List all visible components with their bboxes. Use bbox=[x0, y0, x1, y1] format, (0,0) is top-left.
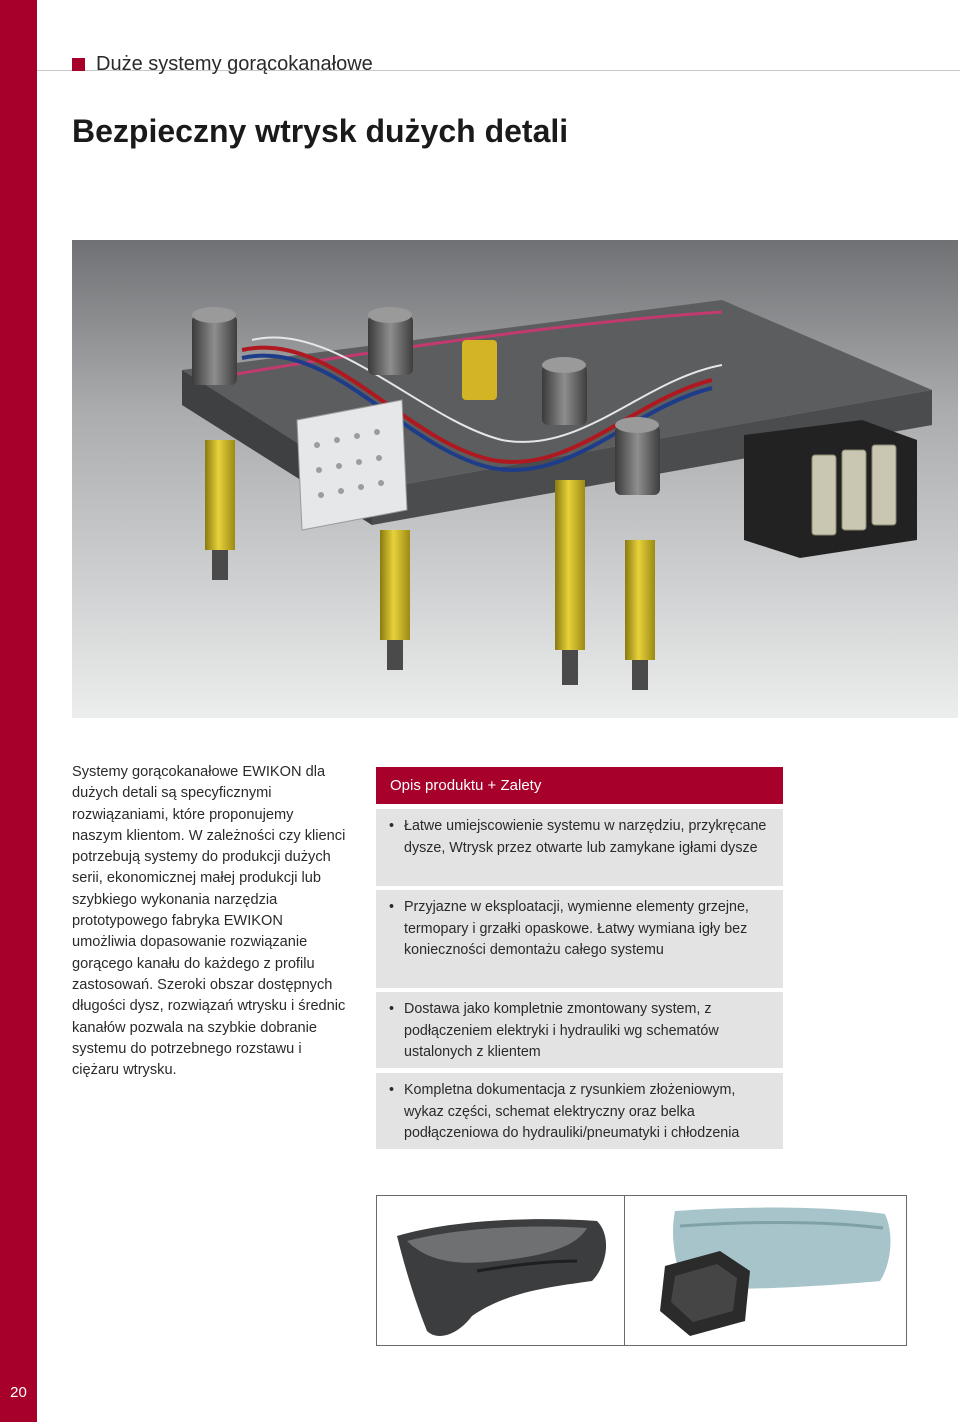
benefit-item-3 bbox=[376, 992, 783, 1068]
benefit-text: Łatwe umiejscowienie systemu w narzędziu, przykręcane dysze, Wtrysk przez otwarte lub zamykane igłami dysze bbox=[404, 818, 767, 856]
left-accent-bar bbox=[0, 0, 37, 1422]
benefit-item-2 bbox=[376, 890, 783, 988]
benefit-item-4 bbox=[376, 1073, 783, 1149]
benefit-item-1 bbox=[376, 809, 783, 886]
bullet-icon: • bbox=[389, 1082, 395, 1098]
bumper-part-photo bbox=[625, 1196, 906, 1345]
bullet-icon: • bbox=[389, 818, 395, 834]
bullet-icon: • bbox=[389, 899, 395, 915]
bullet-icon: • bbox=[389, 1001, 395, 1017]
page-title: Bezpieczny wtrysk dużych detali bbox=[72, 113, 569, 149]
red-square-icon bbox=[72, 58, 85, 71]
hot-runner-system-illustration bbox=[72, 240, 958, 718]
intro-paragraph: Systemy gorącokanałowe EWIKON dla dużych detali są specyficznymi rozwiązaniami, które proponujemy naszym klientom. W zależności czy klienci potrzebują systemy do produkcji dużych serii, ekonomicznej małej produkcji lub szybkiego wykonania narzędzia prototypowego fabryka EWIKON umożliwia dopasowanie rozwiązanie gorącego kanału do każdego z profilu zastosowań. Szeroki obszar dostępnych długości dysz, rozwiązań wtrysku i średnic kanałów pozwala na szybkie dobranie systemu do potrzebnego rozstawu i ciężaru wtrysku. bbox=[72, 764, 346, 1079]
page-number: 20 bbox=[10, 1384, 27, 1401]
benefits-header: Opis produktu + Zalety bbox=[376, 767, 783, 804]
benefit-text: Kompletna dokumentacja z rysunkiem złożeniowym, wykaz części, schemat elektryczny oraz belka podłączeniowa do hydrauliki/pneumatyki i chłodzenia bbox=[404, 1082, 740, 1141]
dashboard-part-photo bbox=[377, 1196, 624, 1345]
benefit-text: Dostawa jako kompletnie zmontowany system, z podłączeniem elektryki i hydrauliki wg schematów ustalonych z klientem bbox=[404, 1001, 719, 1060]
section-title: Duże systemy gorącokanałowe bbox=[96, 53, 373, 75]
product-photos bbox=[376, 1195, 907, 1346]
benefit-text: Przyjazne w eksploatacji, wymienne elementy grzejne, termopary i grzałki opaskowe. Łatwy wymiana igły bez konieczności demontażu całego systemu bbox=[404, 899, 749, 958]
